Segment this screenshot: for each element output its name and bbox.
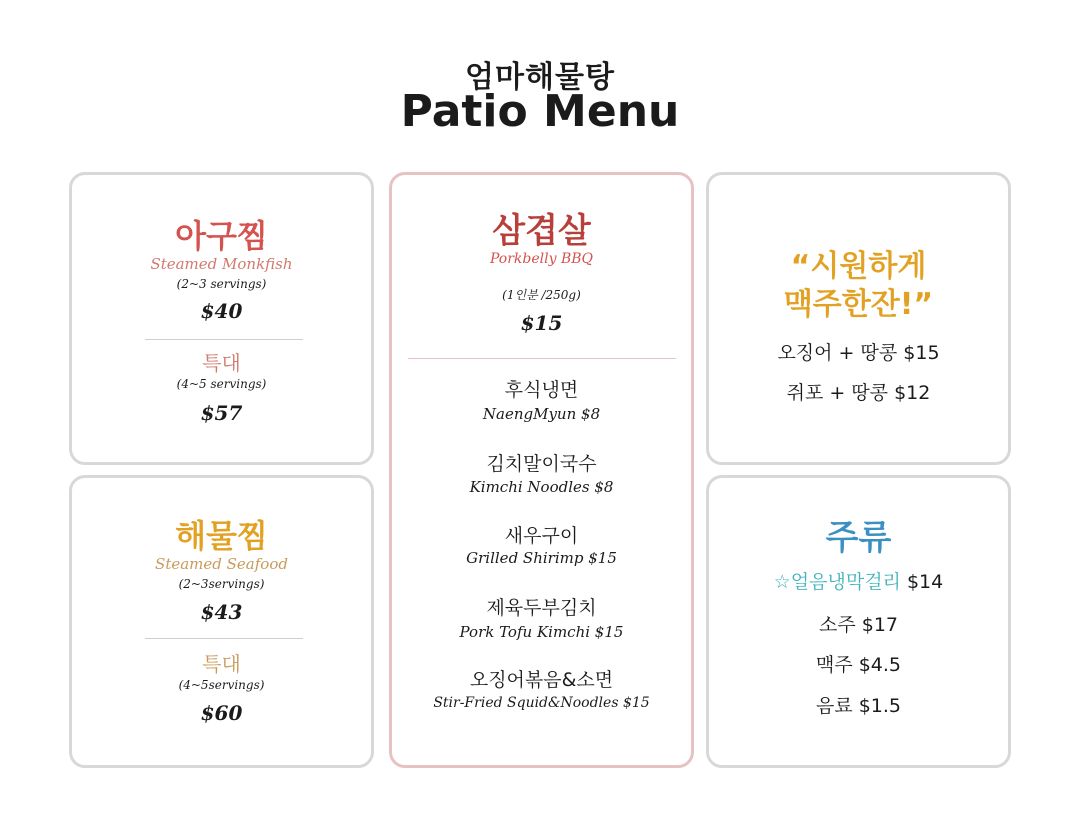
menu-item-ko: 새우구이 — [504, 525, 579, 547]
haemuljjim-large-servings: (4~5servings) — [178, 678, 265, 692]
drink-item: 음료 $1.5 — [815, 695, 902, 717]
drink-item: 소주 $17 — [818, 614, 898, 636]
agujjim-title: 아구찜 — [175, 217, 268, 255]
samgyeopsal-divider — [408, 358, 676, 359]
menu-item-ko: 제육두부김치 — [486, 597, 597, 619]
drinks-special — [709, 567, 1008, 594]
agujjim-large-price: $57 — [200, 401, 243, 425]
menu-item-en: Grilled Shirimp $15 — [466, 549, 617, 567]
haemuljjim-price: $43 — [200, 600, 243, 624]
agujjim-price: $40 — [200, 299, 243, 323]
drinks-title: 주류 — [825, 518, 892, 558]
haemuljjim-large-price: $60 — [200, 701, 243, 725]
page-title: Patio Menu — [400, 86, 680, 137]
samgyeopsal-subtitle: Porkbelly BBQ — [489, 251, 594, 267]
menu-item-en: Kimchi Noodles $8 — [469, 478, 614, 496]
haemuljjim-servings: (2~3servings) — [178, 577, 265, 591]
samgyeopsal-card — [389, 172, 694, 768]
drink-item: 맥주 $4.5 — [815, 654, 902, 676]
menu-item-ko: 오징어볶음&소면 — [469, 669, 614, 691]
beer-quote-line1: “시원하게 — [790, 249, 927, 284]
beer-snack-item: 쥐포 + 땅콩 $12 — [786, 382, 931, 404]
samgyeopsal-price: $15 — [520, 311, 563, 335]
beer-quote-line2: 맥주한잔!” — [783, 287, 934, 322]
makgeolli-price: $14 — [906, 571, 944, 593]
samgyeopsal-portion: (1인분 /250g) — [502, 288, 581, 302]
agujjim-servings: (2~3 servings) — [176, 277, 267, 291]
agujjim-large-label: 특대 — [202, 351, 241, 375]
restaurant-name: 엄마해물탕 — [465, 60, 615, 95]
menu-item-en: NaengMyun $8 — [482, 405, 601, 423]
haemuljjim-card — [69, 475, 374, 768]
beer-snack-item: 오징어 + 땅콩 $15 — [777, 342, 940, 364]
agujjim-subtitle: Steamed Monkfish — [150, 255, 293, 273]
haemuljjim-divider — [145, 638, 303, 639]
menu-item-en: Pork Tofu Kimchi $15 — [459, 623, 624, 641]
menu-item-en: Stir-Fried Squid&Noodles $15 — [433, 695, 650, 711]
agujjim-large-servings: (4~5 servings) — [176, 377, 267, 391]
makgeolli-label: ☆얼음냉막걸리 — [773, 571, 901, 593]
drinks-card — [706, 475, 1011, 768]
menu-item-ko: 김치말이국수 — [486, 453, 597, 475]
haemuljjim-subtitle: Steamed Seafood — [155, 555, 288, 573]
beer-snacks-card — [706, 172, 1011, 465]
menu-item-ko: 후식냉면 — [504, 379, 579, 401]
haemuljjim-title: 해물찜 — [175, 517, 268, 555]
agujjim-divider — [145, 339, 303, 340]
agujjim-card — [69, 172, 374, 465]
haemuljjim-large-label: 특대 — [202, 652, 241, 676]
samgyeopsal-title: 삼겹살 — [492, 211, 591, 251]
